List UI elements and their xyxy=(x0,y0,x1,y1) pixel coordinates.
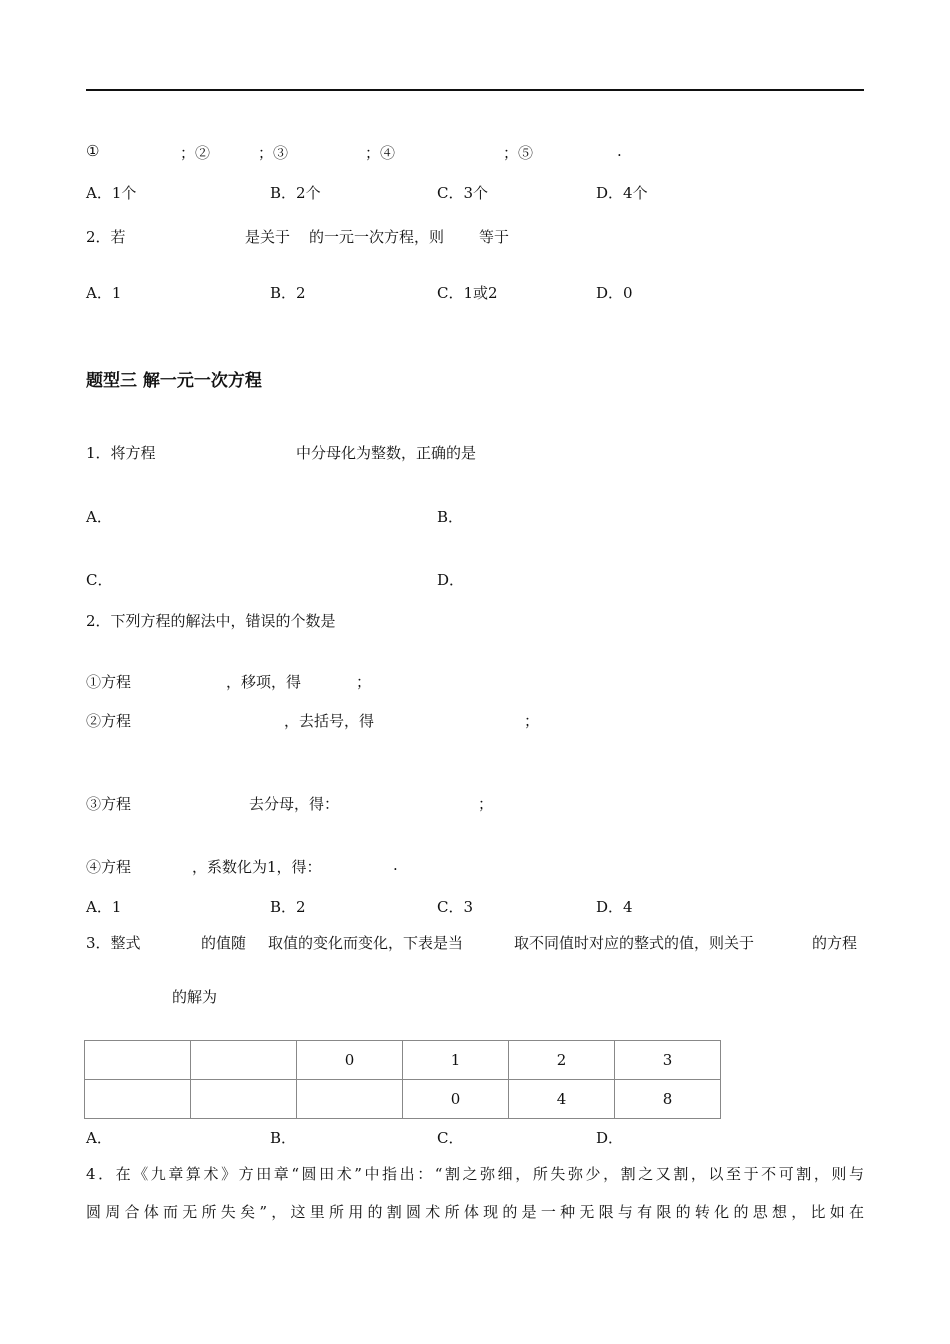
option-c: C． xyxy=(86,571,113,589)
question-2-prefix: 2．若 xyxy=(86,228,126,246)
s3-question-2-stem: 2．下列方程的解法中，错误的个数是 xyxy=(86,612,336,630)
s3-question-4-line-2: 圆周合体而无所失矣”，这里所用的割圆术所体现的是一种无限与有限的转化的思想，比如在 xyxy=(86,1203,864,1221)
option-d: D． xyxy=(596,1129,624,1147)
option-c: C．3个 xyxy=(437,184,489,202)
option-d: D．0 xyxy=(596,284,633,302)
statement-4-action: ，系数化为1，得： xyxy=(192,858,322,876)
list-end: . xyxy=(617,142,622,160)
statement-4-end: . xyxy=(393,856,398,874)
section-title: 题型三 解一元一次方程 xyxy=(86,371,262,391)
question-2-text-b: 的一元一次方程，则 xyxy=(309,228,445,246)
s3-question-1-prefix: 1．将方程 xyxy=(86,444,156,462)
table-cell: 2 xyxy=(509,1041,615,1080)
option-b: B．2 xyxy=(270,284,306,302)
statement-3-action: 去分母，得： xyxy=(249,795,340,813)
statement-1-label: ①方程 xyxy=(86,673,132,691)
table-cell: 0 xyxy=(297,1041,403,1080)
table-row xyxy=(85,1041,721,1080)
table-cell: 8 xyxy=(615,1080,721,1119)
statement-4-label: ④方程 xyxy=(86,858,132,876)
table-cell xyxy=(85,1041,191,1080)
s3-question-1-text: 中分母化为整数，正确的是 xyxy=(296,444,477,462)
table-cell xyxy=(191,1041,297,1080)
option-c: C． xyxy=(437,1129,464,1147)
table-row xyxy=(85,1080,721,1119)
s3-question-4-line-1: 4．在《九章算术》方田章“圆田术”中指出：“割之弥细，所失弥少，割之又割，以至于不可割，则与 xyxy=(86,1165,864,1183)
list-sep-2: ；② xyxy=(180,144,211,162)
option-b: B． xyxy=(437,508,464,526)
table-cell xyxy=(297,1080,403,1119)
table-cell: 0 xyxy=(403,1080,509,1119)
option-a: A． xyxy=(86,508,112,526)
option-c: C．1或2 xyxy=(437,284,498,302)
table-cell: 1 xyxy=(403,1041,509,1080)
option-b: B．2个 xyxy=(270,184,321,202)
option-a: A．1 xyxy=(86,898,122,916)
option-d: D．4 xyxy=(596,898,633,916)
option-b: B． xyxy=(270,1129,297,1147)
table-cell: 3 xyxy=(615,1041,721,1080)
statement-2-action: ，去括号，得 xyxy=(284,712,375,730)
option-a: A．1个 xyxy=(86,184,137,202)
table-cell xyxy=(191,1080,297,1119)
statement-3-end: ； xyxy=(478,795,494,813)
option-a: A．1 xyxy=(86,284,122,302)
statement-2-end: ； xyxy=(524,712,540,730)
question-2-text-c: 等于 xyxy=(479,228,510,246)
statement-2-label: ②方程 xyxy=(86,712,132,730)
s3-question-3-text-d: 的方程 xyxy=(812,934,858,952)
list-sep-5: ；⑤ xyxy=(503,144,534,162)
list-marker-1: ① xyxy=(86,142,100,160)
s3-question-3-text-b: 取值的变化而变化，下表是当 xyxy=(268,934,464,952)
s3-question-3-prefix: 3．整式 xyxy=(86,934,141,952)
s3-question-3-text-a: 的值随 xyxy=(201,934,247,952)
option-a: A． xyxy=(86,1129,112,1147)
statement-3-label: ③方程 xyxy=(86,795,132,813)
s3-question-3-text-e: 的解为 xyxy=(172,988,218,1006)
list-sep-3: ；③ xyxy=(258,144,289,162)
s3-question-3-text-c: 取不同值时对应的整式的值，则关于 xyxy=(514,934,755,952)
value-table xyxy=(84,1040,721,1119)
statement-1-action: ，移项，得 xyxy=(226,673,302,691)
list-sep-4: ；④ xyxy=(365,144,396,162)
option-d: D．4个 xyxy=(596,184,648,202)
option-b: B．2 xyxy=(270,898,306,916)
option-c: C．3 xyxy=(437,898,474,916)
table-cell: 4 xyxy=(509,1080,615,1119)
question-2-text-a: 是关于 xyxy=(245,228,291,246)
option-d: D． xyxy=(437,571,465,589)
statement-1-end: ； xyxy=(356,673,372,691)
header-rule xyxy=(86,89,864,91)
table-cell xyxy=(85,1080,191,1119)
